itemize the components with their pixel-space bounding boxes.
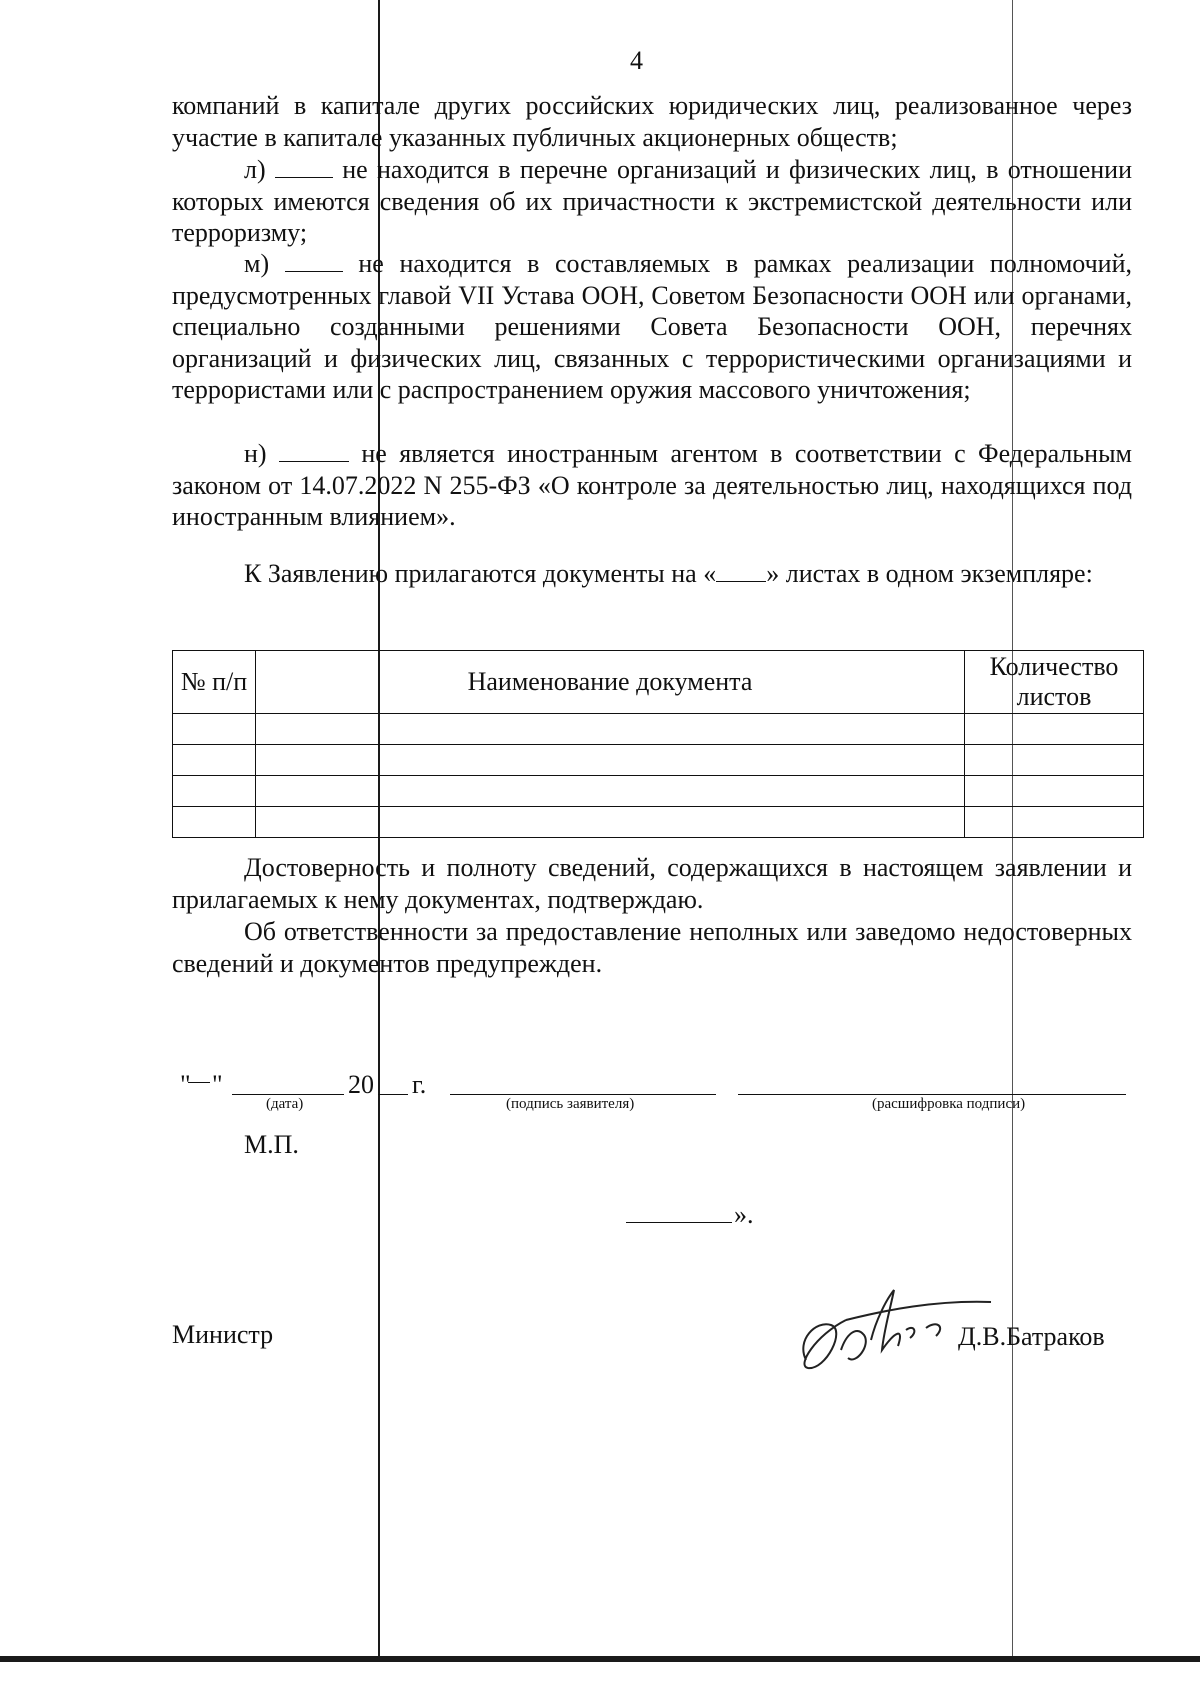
blank-field-m [285,270,343,272]
table-cell [173,776,256,807]
closing-blank [626,1222,732,1223]
attachments-text-end: » листах в одном экземпляре: [766,559,1093,588]
attachments-text-start: К Заявлению прилагаются документы на « [244,559,717,588]
table-cell [965,714,1144,745]
signer-name: Д.В.Батраков [958,1322,1105,1351]
item-label-m: м) [244,249,270,278]
table-cell [173,807,256,838]
blank-field-l [275,176,333,178]
caption-date: (дата) [266,1096,304,1112]
header-number: № п/п [173,651,256,714]
date-day-blank [188,1082,210,1083]
signer-position: Министр [172,1320,274,1349]
date-month-blank [232,1094,344,1095]
caption-signature: (подпись заявителя) [506,1096,635,1112]
paragraph-continuation: компаний в капитале других российских юридических лиц, реализованное через участие в капитале указанных публичных акционерных обществ; [172,91,1132,152]
table-row [173,745,1144,776]
blank-field-sheets [716,580,766,582]
table-cell [256,776,965,807]
table-cell [256,807,965,838]
caption-decoding: (расшифровка подписи) [872,1096,1026,1112]
year-suffix: г. [412,1070,427,1099]
table-cell [256,745,965,776]
date-quote-open: " [180,1070,191,1099]
paragraph-l [172,154,1132,249]
signature-blank [450,1094,716,1095]
date-quote-close: " [212,1070,223,1099]
scan-artifact-bottom-bar [0,1656,1200,1662]
table-cell [965,776,1144,807]
documents-table [172,650,1144,838]
attachments-paragraph [172,558,1132,590]
table-row [173,776,1144,807]
header-sheet-count: Количество листов [965,651,1144,714]
table-cell [256,714,965,745]
table-cell [173,714,256,745]
table-header-row [173,651,1144,714]
page-number: 4 [630,46,643,75]
table-cell [965,745,1144,776]
table-cell [173,745,256,776]
closing-quote: ». [734,1200,754,1229]
header-document-name: Наименование документа [256,651,965,714]
item-text-m: не находится в составляемых в рамках реализации полномочий, предусмотренных главой VII Устава ООН, Советом Безопасности ООН или органами, специально созданными решениями Совета Безопасности ООН, перечнях организаций и физических лиц, связанных с террористическими организациями и террористами или с распространением оружия массового уничтожения; [172,249,1133,404]
year-blank [378,1094,408,1095]
table-row [173,807,1144,838]
decoding-blank [738,1094,1126,1095]
item-text-n: не является иностранным агентом в соответствии с Федеральным законом от 14.07.2022 N 255-ФЗ «О контроле за деятельностью лиц, находящихся под иностранным влиянием». [172,439,1133,531]
year-prefix: 20 [348,1070,374,1099]
stamp-mark: М.П. [244,1130,299,1159]
paragraph-m [172,248,1132,406]
item-text-l: не находится в перечне организаций и физических лиц, в отношении которых имеются сведения об их причастности к экстремистской деятельности или терроризму; [172,155,1132,247]
paragraph-n [172,438,1132,533]
table-row [173,714,1144,745]
blank-field-n [279,460,349,462]
item-label-n: н) [244,439,267,468]
item-label-l: л) [244,155,266,184]
confirmation-paragraph: Достоверность и полноту сведений, содержащихся в настоящем заявлении и прилагаемых к нему документах, подтверждаю. [172,853,1132,914]
responsibility-paragraph: Об ответственности за предоставление неполных или заведомо недостоверных сведений и документов предупрежден. [172,917,1132,978]
table-cell [965,807,1144,838]
